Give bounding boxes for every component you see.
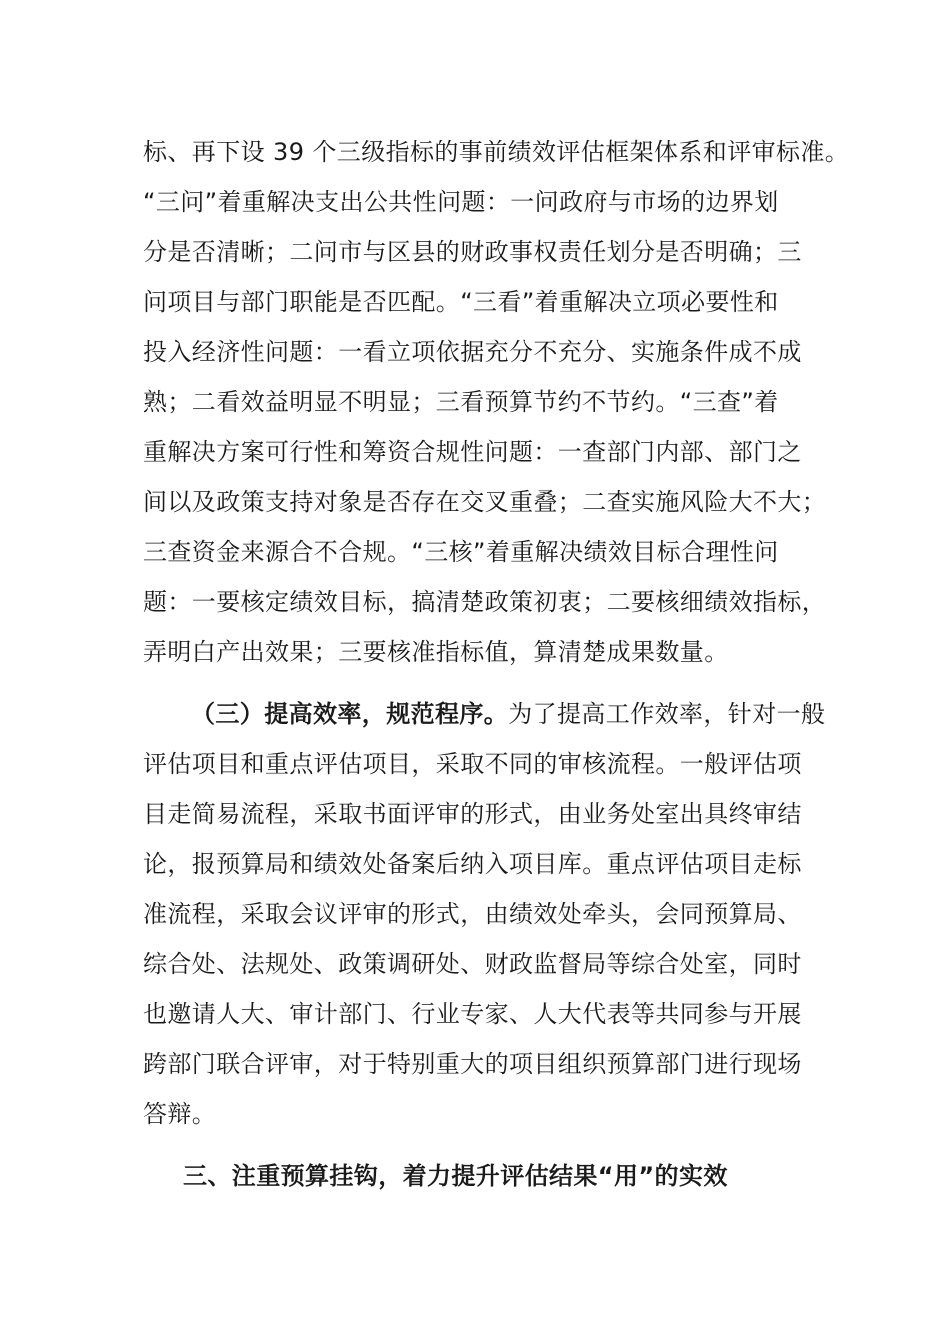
text-line: 弄明白产出效果；三要核准指标值，算清楚成果数量。 bbox=[143, 638, 729, 666]
text-line: 间以及政策支持对象是否存在交叉重叠；二查实施风险大不大； bbox=[143, 488, 827, 516]
text-line: 题：一要核定绩效目标，搞清楚政策初衷；二要核细绩效指标， bbox=[143, 588, 827, 616]
text-line: 问项目与部门职能是否匹配。“三看”着重解决立项必要性和 bbox=[143, 288, 779, 316]
text-line: 评估项目和重点评估项目，采取不同的审核流程。一般评估项 bbox=[143, 750, 802, 778]
text-line: 投入经济性问题：一看立项依据充分不充分、实施条件成不成 bbox=[143, 338, 802, 366]
paragraph-evaluation-framework bbox=[143, 127, 850, 677]
text-line: 也邀请人大、审计部门、行业专家、人大代表等共同参与开展 bbox=[143, 1000, 802, 1028]
text-line: “三问”着重解决支出公共性问题：一问政府与市场的边界划 bbox=[143, 188, 779, 216]
text-line: 准流程，采取会议评审的形式，由绩效处牵头，会同预算局、 bbox=[143, 900, 802, 928]
text-line: 三查资金来源合不合规。“三核”着重解决绩效目标合理性问 bbox=[143, 538, 779, 566]
text-line: 标、再下设 39 个三级指标的事前绩效评估框架体系和评审标准。 bbox=[143, 138, 850, 166]
text-line: 重解决方案可行性和筹资合规性问题：一查部门内部、部门之 bbox=[143, 438, 802, 466]
subsection-heading: （三）提高效率，规范程序。 bbox=[191, 700, 509, 728]
document-body bbox=[143, 127, 850, 1201]
text-line: 熟；二看效益明显不明显；三看预算节约不节约。“三查”着 bbox=[143, 388, 779, 416]
text-line: 论，报预算局和绩效处备案后纳入项目库。重点评估项目走标 bbox=[143, 850, 802, 878]
text-line-first bbox=[143, 689, 826, 739]
text-line: 答辩。 bbox=[143, 1100, 217, 1128]
paragraph-efficiency-procedure bbox=[143, 689, 826, 1139]
text-line: 目走简易流程，采取书面评审的形式，由业务处室出具终审结 bbox=[143, 800, 802, 828]
text-line: 跨部门联合评审，对于特别重大的项目组织预算部门进行现场 bbox=[143, 1050, 802, 1078]
text-span: 为了提高工作效率，针对一般 bbox=[508, 700, 826, 728]
section-heading: 三、注重预算挂钩，着力提升评估结果“用”的实效 bbox=[183, 1162, 728, 1190]
text-line: 分是否清晰；二问市与区县的财政事权责任划分是否明确；三 bbox=[143, 238, 802, 266]
text-line: 综合处、法规处、政策调研处、财政监督局等综合处室，同时 bbox=[143, 950, 802, 978]
